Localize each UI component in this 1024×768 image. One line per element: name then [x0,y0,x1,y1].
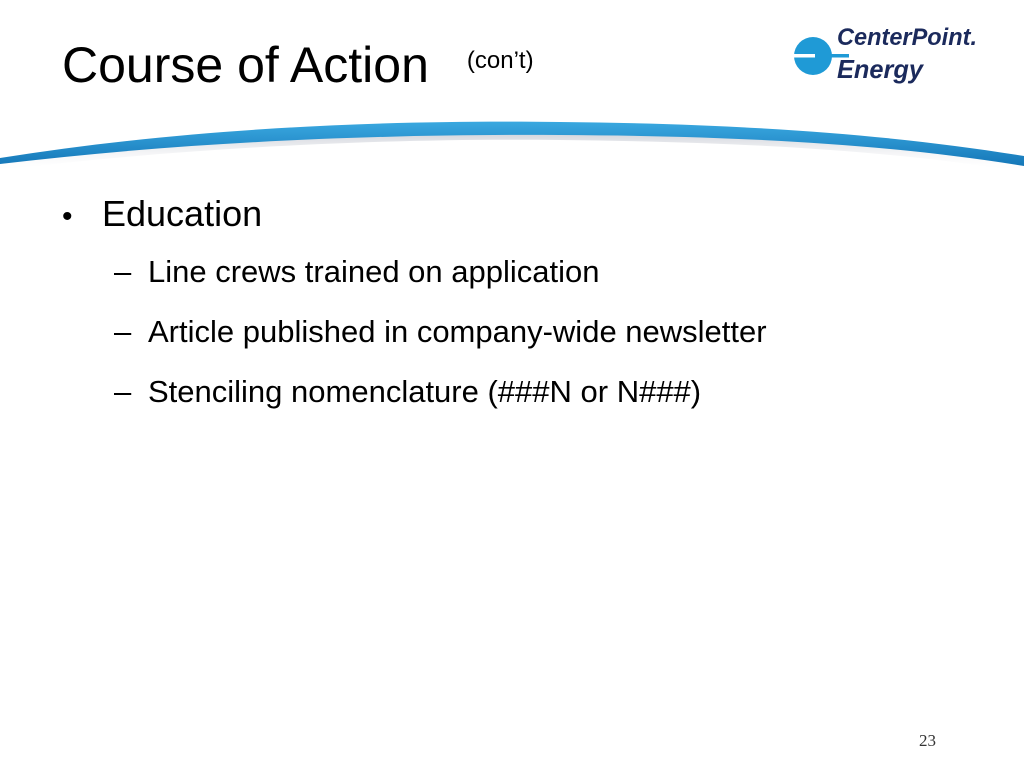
sub-bullet-article [114,313,992,351]
sub-bullet-text: Stenciling nomenclature (###N or N###) [148,374,702,409]
page-number: 23 [919,731,936,750]
centerpoint-energy-logo [793,22,983,90]
logo-line-2: Energy [837,54,925,84]
sub-bullet-text: Article published in company-wide newsletter [148,314,767,349]
bullet-text: Education [102,193,263,234]
slide-body [62,192,992,433]
logo-line-1: CenterPoint. [837,24,977,51]
sub-bullet-mark: – [114,254,132,289]
sub-bullet-text: Line crews trained on application [148,254,600,289]
slide-title [62,37,534,93]
sub-bullet-mark: – [114,374,132,409]
title-suffix: (con’t) [466,47,534,74]
bullet-education [62,192,992,239]
title-text: Course of Action [62,37,429,93]
sub-bullet-mark: – [114,314,132,349]
sub-bullet-stenciling [114,373,992,411]
header-swoosh [0,118,1024,180]
bullet-mark: • [62,200,73,233]
sub-bullet-line-crews [114,253,992,291]
